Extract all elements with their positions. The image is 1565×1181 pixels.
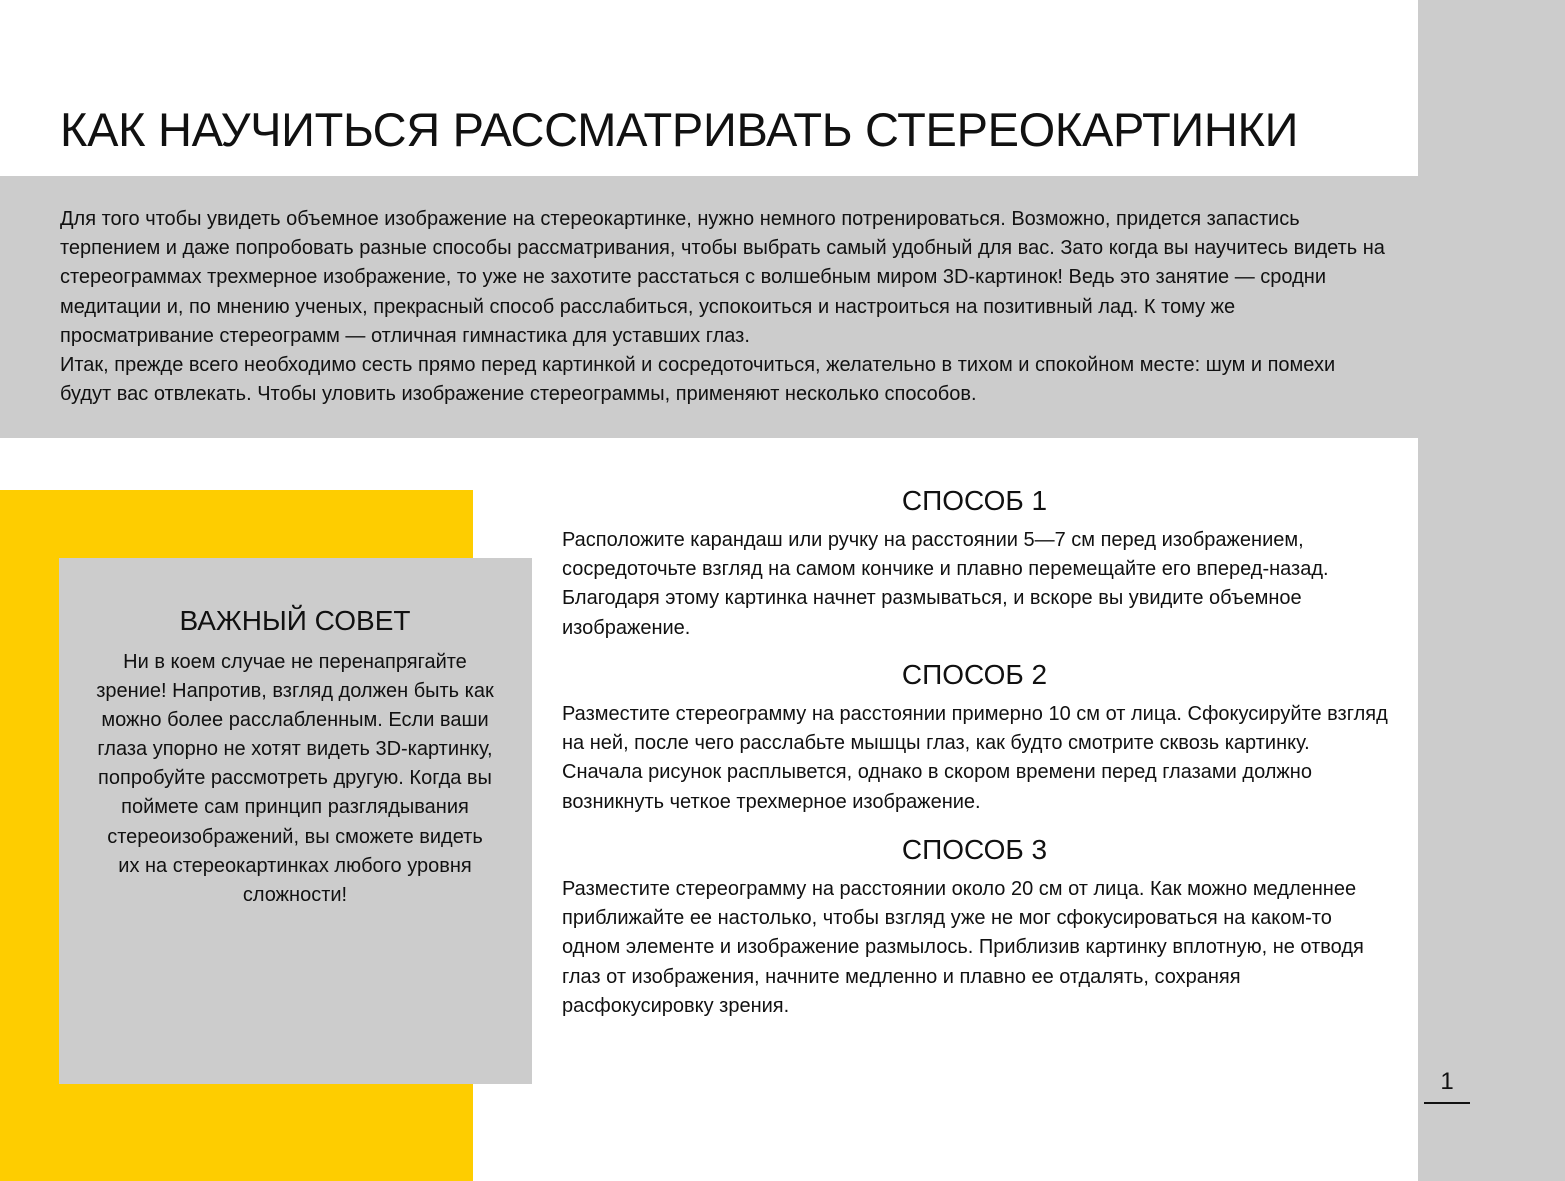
intro-text (60, 205, 1385, 409)
tip-heading: ВАЖНЫЙ СОВЕТ (179, 605, 411, 636)
method-3-text: Разместите стереограмму на расстоянии около 20 см от лица. Как можно медленнее приближайте ее настолько, чтобы взгляд уже не мог сфокусироваться на каком-то одном элементе и изображение размылось. Приблизив картинку вплотную, не отводя глаз от изображения, начните медленно и плавно ее отдалять, сохраняя расфокусировку зрения. (562, 878, 1364, 1017)
method-3-heading: СПОСОБ 3 (901, 834, 1048, 865)
right-margin-strip (1418, 0, 1565, 1181)
intro-paragraph-1: Для того чтобы увидеть объемное изображение на стереокартинке, нужно немного потренироваться. Возможно, придется запастись терпением и даже попробовать разные способы рассматривания, чтобы выбрать самый удобный для вас. Зато когда вы научитесь видеть на стереограммах трехмерное изображение, то уже не захотите расстаться с волшебным миром 3D-картинок! Ведь это занятие — сродни медитации и, по мнению ученых, прекрасный способ расслабиться, успокоиться и настроиться на позитивный лад. К тому же просматривание стереограмм — отличная гимнастика для уставших глаз. (60, 208, 1385, 347)
tip-text: Ни в коем случае не перенапрягайте зрение! Напротив, взгляд должен быть как можно более расслабленным. Если ваши глаза упорно не хотят видеть 3D-картинку, попробуйте рассмотреть другую. Когда вы поймете сам принцип разглядывания стереоизображений, вы сможете видеть их на стереокартинках любого уровня сложности! (96, 651, 494, 906)
intro-paragraph-2: Итак, прежде всего необходимо сесть прямо перед картинкой и сосредоточиться, желательно в тихом и спокойном месте: шум и помехи будут вас отвлекать. Чтобы уловить изображение стереограммы, применяют несколько способов. (60, 354, 1336, 406)
page-number-underline (1424, 1102, 1470, 1104)
page-number: 1 (1440, 1068, 1454, 1095)
method-2-heading: СПОСОБ 2 (901, 659, 1048, 690)
page-title: КАК НАУЧИТЬСЯ РАССМАТРИВАТЬ СТЕРЕОКАРТИНКИ (60, 103, 1299, 156)
method-1-text: Расположите карандаш или ручку на расстоянии 5—7 см перед изображением, сосредоточьте взгляд на самом кончике и плавно перемещайте его вперед-назад. Благодаря этому картинка начнет размываться, и вскоре вы увидите объемное изображение. (562, 529, 1329, 639)
method-1-heading: СПОСОБ 1 (901, 485, 1048, 516)
method-2-text: Разместите стереограмму на расстоянии примерно 10 см от лица. Сфокусируйте взгляд на ней, после чего расслабьте мышцы глаз, как будто смотрите сквозь картинку. Сначала рисунок расплывется, однако в скором времени перед глазами должно возникнуть четкое трехмерное изображение. (562, 703, 1388, 813)
